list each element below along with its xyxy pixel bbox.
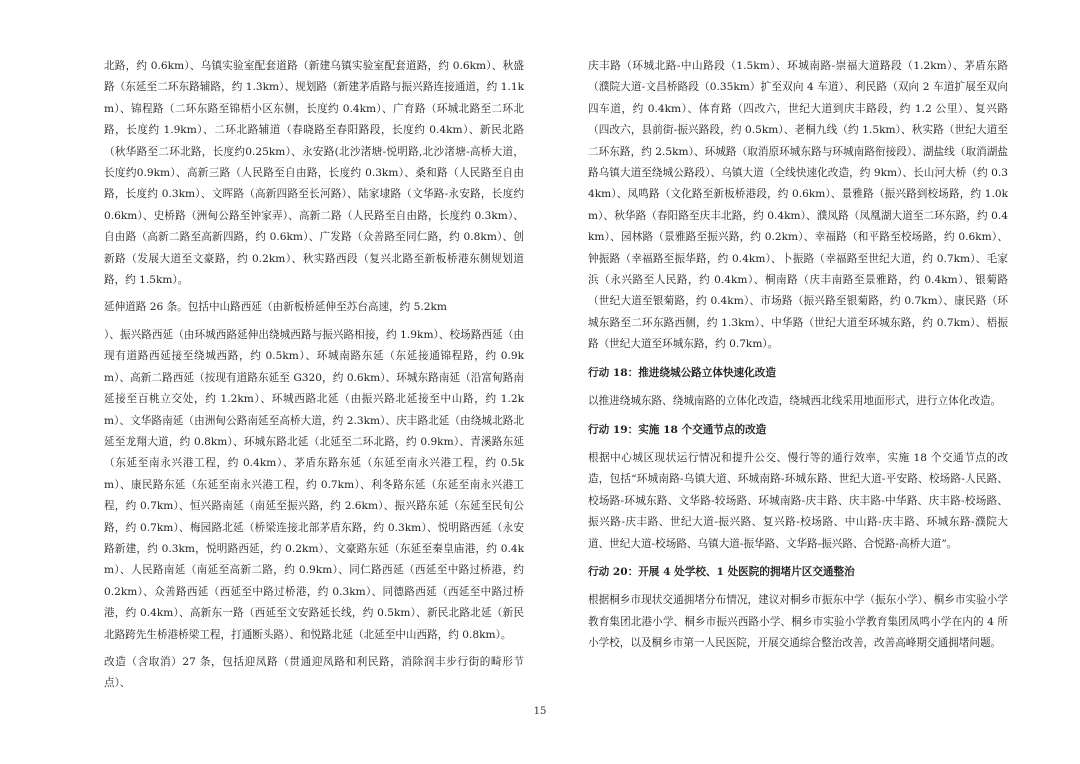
extension-roads-intro: 延伸道路 26 条。包括中山路西延（由新板桥延伸至苏台高速，约 5.2km bbox=[104, 301, 447, 314]
left-column bbox=[104, 56, 524, 695]
action-20-heading: 行动 20：开展 4 处学校、1 处医院的拥堵片区交通整治 bbox=[588, 565, 855, 578]
action-20-body: 根据桐乡市现状交通拥堵分布情况，建议对桐乡市振东中学（振东小学）、桐乡市实验小学教育集团北港小学、桐乡市振兴西路小学、桐乡市实验小学教育集团凤鸣小学在内的 4 所小学校，以及桐乡市第一人民医院，开展交通综合整治改善，改善高峰期交通拥堵问题。 bbox=[588, 594, 1008, 650]
right-column bbox=[588, 56, 1008, 655]
action-19-heading: 行动 19：实施 18 个交通节点的改造 bbox=[588, 423, 767, 436]
page-number: 15 bbox=[533, 706, 547, 717]
action-18-body: 以推进绕城东路、绕城南路的立体化改造，绕城西北线采用地面形式，进行立体化改造。 bbox=[588, 395, 1002, 408]
road-list-continued: 北路，约 0.6km）、乌镇实验室配套道路（新建乌镇实验室配套道路，约 0.6km）、秋盛路（东延至二环东路辅路，约 1.3km）、规划路（新建茅盾路与振兴路连接通道，约 1.1km）、锦程路（二环东路至锦梧小区东侧，长度约 0.4km）、广育路（环城北路至二环北路，长度约 1.9km）、二环北路辅道（春晓路至春阳路段，长度约 0.4km）、新民北路（秋华路至二环北路，长度约0.25km）、永安路(北沙渚塘-悦明路,北沙渚塘-高桥大道，长度约0.9km）、高新三路（人民路至自由路，长度约 0.3km）、桑和路（人民路至自由路，长度约 0.3km）、文晖路（高新四路至长河路）、陆家埭路（文华路-永安路，长度约 0.6km）、史桥路（洲甸公路至钟家弄）、高新二路（人民路至自由路，长度约 0.3km）、自由路（高新二路至高新四路，约 0.6km）、广发路（众善路至同仁路，约 0.8km）、创新路（发展大道至文豪路，约 0.2km）、秋实路西段（复兴北路至新板桥港东侧规划道路，约 1.5km）。 bbox=[104, 60, 524, 287]
renovation-roads-intro: 改造（含取消）27 条，包括迎凤路（贯通迎凤路和利民路，消除润丰步行街的畸形节点）、 bbox=[104, 655, 524, 690]
action-18-heading: 行动 18：推进绕城公路立体快速化改造 bbox=[588, 366, 776, 379]
renovation-roads-list: 庆丰路（环城北路-中山路段（1.5km）、环城南路-崇福大道路段（1.2km）、茅盾东路（濮院大道-文昌桥路段（0.35km）扩至双向 4 车道）、利民路（双向 2 车道扩展至双向四车道，约 0.4km）、体育路（四改六，世纪大道到庆丰路段，约 1.2 公里）、复兴路（四改六，县前街-振兴路段，约 0.5km）、老桐九线（约 1.5km）、秋实路（世纪大道至二环东路，约 2.5km）、环城路（取消原环城东路与环城南路衔接段）、湖盐线（取消湖盐路乌镇大道至绕城公路段）、乌镇大道（全线快速化改造，约 9km）、长山河大桥（约 0.34km）、凤鸣路（文化路至新板桥港段，约 0.6km）、景雅路（振兴路到校场路，约 1.0km）、秋华路（春阳路至庆丰北路，约 0.4km）、濮凤路（凤凰湖大道至二环东路，约 0.4km）、园林路（景雅路至振兴路，约 0.2km）、幸福路（和平路至校场路，约 0.6km）、钟振路（幸福路至振华路，约 0.4km）、卜振路（幸福路至世纪大道，约 0.7km）、毛家浜（永兴路至人民路，约 0.4km）、桐南路（庆丰南路至景雅路，约 0.4km）、银菊路（世纪大道至银菊路，约 0.4km）、市场路（振兴路至银菊路，约 0.7km）、康民路（环城东路至二环东路西侧，约 1.3km）、中华路（世纪大道至环城东路，约 0.7km）、梧振路（世纪大道至环城东路，约 0.7km）。 bbox=[588, 60, 1008, 351]
action-19-body: 根据中心城区现状运行情况和提升公交、慢行等的通行效率，实施 18 个交通节点的改造，包括“环城南路-乌镇大道、环城南路-环城东路、世纪大道-平安路、校场路-人民路、校场路-环城东路、文华路-较场路、环城南路-庆丰路、庆丰路-中华路、庆丰路-校场路、振兴路-庆丰路、世纪大道-振兴路、复兴路-校场路、中山路-庆丰路、环城东路-濮院大道、世纪大道-校场路、乌镇大道-振华路、文华路-振兴路、合悦路-高桥大道”。 bbox=[588, 451, 1008, 550]
extension-roads-list: ）、振兴路西延（由环城西路延伸出绕城西路与振兴路相接，约 1.9km）、校场路西延（由现有道路西延接至绕城西路，约 0.5km）、环城南路东延（东延接通锦程路，约 0.9km）、高新二路西延（按现有道路东延至 G320，约 0.6km）、环城东路南延（沿富甸路南延接至百桃立交处，约 1.2km）、环城西路北延（由振兴路北延接至中山路，约 1.2km）、文华路南延（由洲甸公路南延至高桥大道，约 2.3km）、庆丰路北延（由绕城北路北延至龙翔大道，约 0.8km）、环城东路北延（北延至二环北路，约 0.9km）、青溪路东延（东延至南永兴港工程，约 0.4km）、茅盾东路东延（东延至南永兴港工程，约 0.5km）、康民路东延（东延至南永兴港工程，约 0.7km）、利冬路东延（东延至南永兴港工程，约 0.7km）、恒兴路南延（南延至振兴路，约 2.6km）、振兴路东延（东延至民旬公路，约 0.7km）、梅园路北延（桥梁连接北部茅盾东路，约 0.3km）、悦明路西延（永安路新建，约 0.3km，悦明路西延，约 0.2km）、文豪路东延（东延至秦皇庙港，约 0.4km）、人民路南延（南延至高新二路，约 0.9km）、同仁路西延（西延至中路过桥港，约 0.2km）、众善路西延（西延至中路过桥港，约 0.3km）、同德路西延（西延至中路过桥港，约 0.4km）、高新东一路（西延至文安路延长线，约 0.5km）、新民北路北延（新民北路跨先生桥港桥梁工程，打通断头路）、和悦路北延（北延至中山西路，约 0.8km）。 bbox=[104, 328, 524, 641]
